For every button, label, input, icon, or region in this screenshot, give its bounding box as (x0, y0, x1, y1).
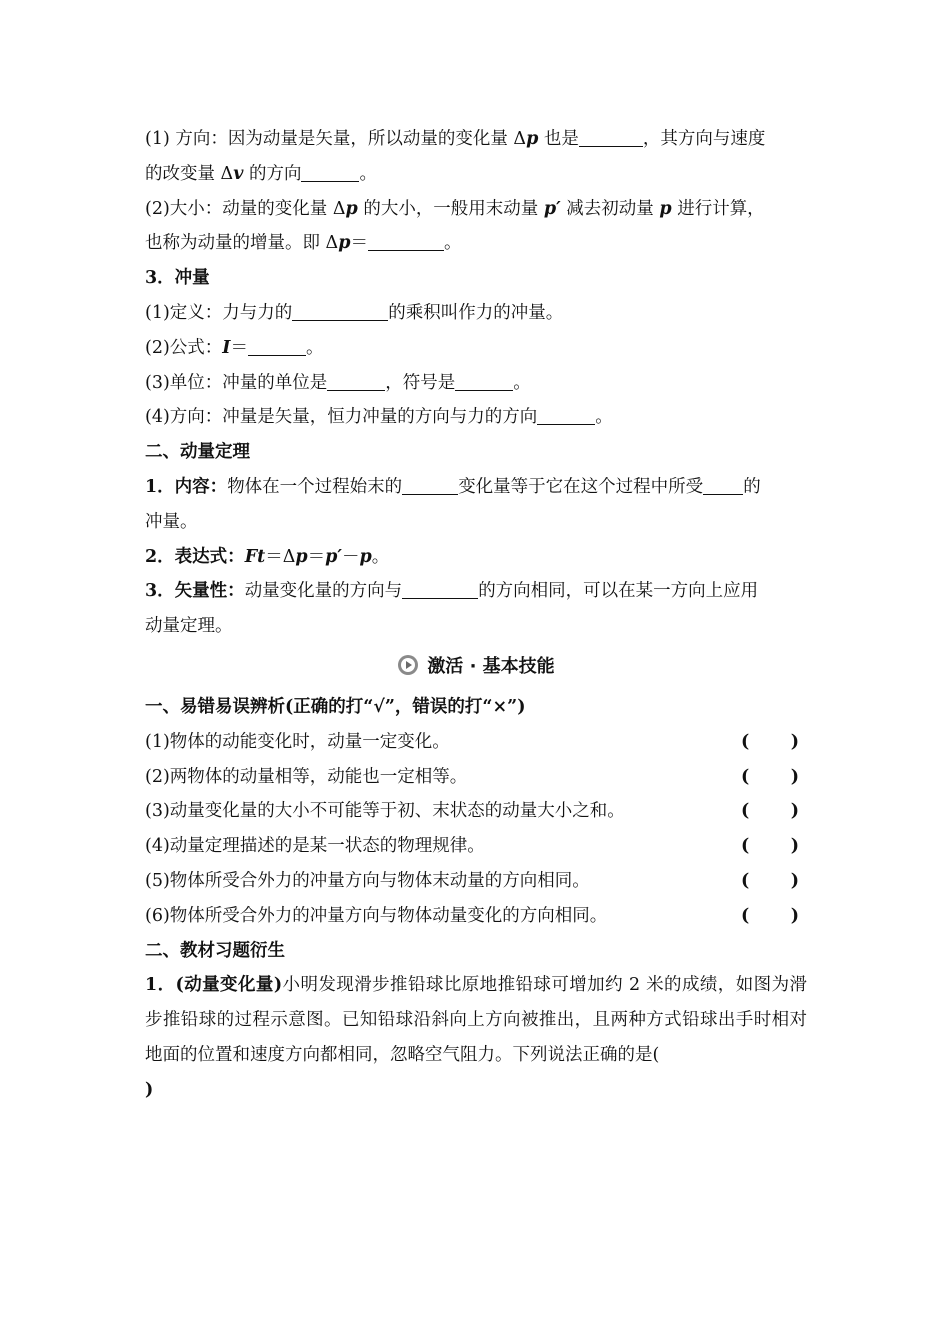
impulse-definition: (1)定义：力与力的 的乘积叫作力的冲量。 (145, 296, 807, 331)
judgement-item-text: (6)物体所受合外力的冲量方向与物体动量变化的方向相同。 (145, 905, 608, 926)
judgement-item (145, 760, 807, 795)
answer-blank[interactable] (579, 126, 643, 147)
judgement-item-text: (4)动量定理描述的是某一状态的物理规律。 (145, 836, 485, 857)
answer-parentheses[interactable] (741, 760, 799, 795)
paren-open: ( (741, 731, 750, 752)
magnitude-line-1: (2)大小：动量的变化量 Δp 的大小，一般用末动量 p′ 减去初动量 p 进行计算， (145, 198, 765, 219)
paren-open: ( (741, 836, 750, 857)
direction-line-2: 的改变量 Δv 的方向 。 (145, 157, 807, 192)
paren-open: ( (741, 766, 750, 787)
answer-blank[interactable] (703, 474, 743, 495)
theorem-expression: 2．表达式：Ft＝Δp＝p′－p。 (145, 546, 390, 567)
answer-parentheses[interactable] (741, 864, 799, 899)
paren-open: ( (741, 905, 750, 926)
answer-blank[interactable] (248, 335, 306, 356)
judgement-item-text: (1)物体的动能变化时，动量一定变化。 (145, 731, 450, 752)
direction-line-1: (1) 方向：因为动量是矢量，所以动量的变化量 Δp 也是 ，其方向与速度 (145, 122, 807, 157)
paren-close: ) (790, 836, 799, 857)
judgement-item-text: (2)两物体的动量相等，动能也一定相等。 (145, 766, 468, 787)
judgement-heading: 一、易错易误辨析(正确的打“√”，错误的打“×”) (145, 696, 526, 717)
paren-close: ) (790, 870, 799, 891)
play-circle-icon (397, 648, 419, 694)
document-page (145, 122, 807, 1108)
section-banner (145, 644, 807, 690)
answer-blank[interactable] (402, 578, 478, 599)
banner-title: 激活 · 基本技能 (427, 655, 555, 677)
judgement-item (145, 829, 807, 864)
answer-blank[interactable] (537, 404, 595, 425)
paren-close: ) (790, 731, 799, 752)
answer-parentheses[interactable] (741, 829, 799, 864)
paren-open: ( (741, 801, 750, 822)
theorem-vector-line-1: 3．矢量性：动量变化量的方向与 的方向相同，可以在某一方向上应用 (145, 574, 807, 609)
theorem-vector-line-2: 动量定理。 (145, 616, 233, 637)
judgement-list (145, 725, 807, 934)
paren-close: ) (790, 766, 799, 787)
answer-blank[interactable] (368, 230, 444, 251)
answer-blank[interactable] (402, 474, 458, 495)
impulse-direction: (4)方向：冲量是矢量，恒力冲量的方向与力的方向 。 (145, 400, 807, 435)
impulse-formula: (2)公式：I＝ 。 (145, 331, 807, 366)
answer-parentheses[interactable] (741, 899, 799, 934)
impulse-unit: (3)单位：冲量的单位是 ，符号是 。 (145, 366, 807, 401)
judgement-item (145, 899, 807, 934)
theorem-content-line-2: 冲量。 (145, 511, 198, 532)
answer-parentheses[interactable] (741, 794, 799, 829)
paren-open: ( (741, 870, 750, 891)
judgement-item (145, 725, 807, 760)
judgement-item-text: (3)动量变化量的大小不可能等于初、末状态的动量大小之和。 (145, 801, 625, 822)
exercise-heading: 二、教材习题衍生 (145, 940, 285, 961)
answer-blank[interactable] (327, 370, 385, 391)
judgement-item (145, 794, 807, 829)
judgement-item (145, 864, 807, 899)
theorem-heading: 二、动量定理 (145, 442, 250, 463)
answer-blank[interactable] (292, 300, 388, 321)
answer-blank[interactable] (301, 161, 359, 182)
impulse-heading: 3．冲量 (145, 268, 210, 289)
theorem-content-line-1: 1．内容：物体在一个过程始末的 变化量等于它在这个过程中所受 的 (145, 470, 807, 505)
paren-close: ) (790, 801, 799, 822)
judgement-item-text: (5)物体所受合外力的冲量方向与物体末动量的方向相同。 (145, 870, 590, 891)
answer-parentheses[interactable] (741, 725, 799, 760)
answer-blank[interactable] (455, 370, 513, 391)
paren-close: ) (790, 905, 799, 926)
exercise-question-1: 1．(动量变化量)小明发现滑步推铅球比原地推铅球可增加约 2 米的成绩，如图为滑步推铅球的过程示意图。已知铅球沿斜向上方向被推出，且两种方式铅球出手时相对地面的位置和速度方向都相同，忽略空气阻力。下列说法正确的是( ) (145, 975, 807, 1100)
magnitude-line-2: 也称为动量的增量。即 Δp＝ 。 (145, 226, 807, 261)
